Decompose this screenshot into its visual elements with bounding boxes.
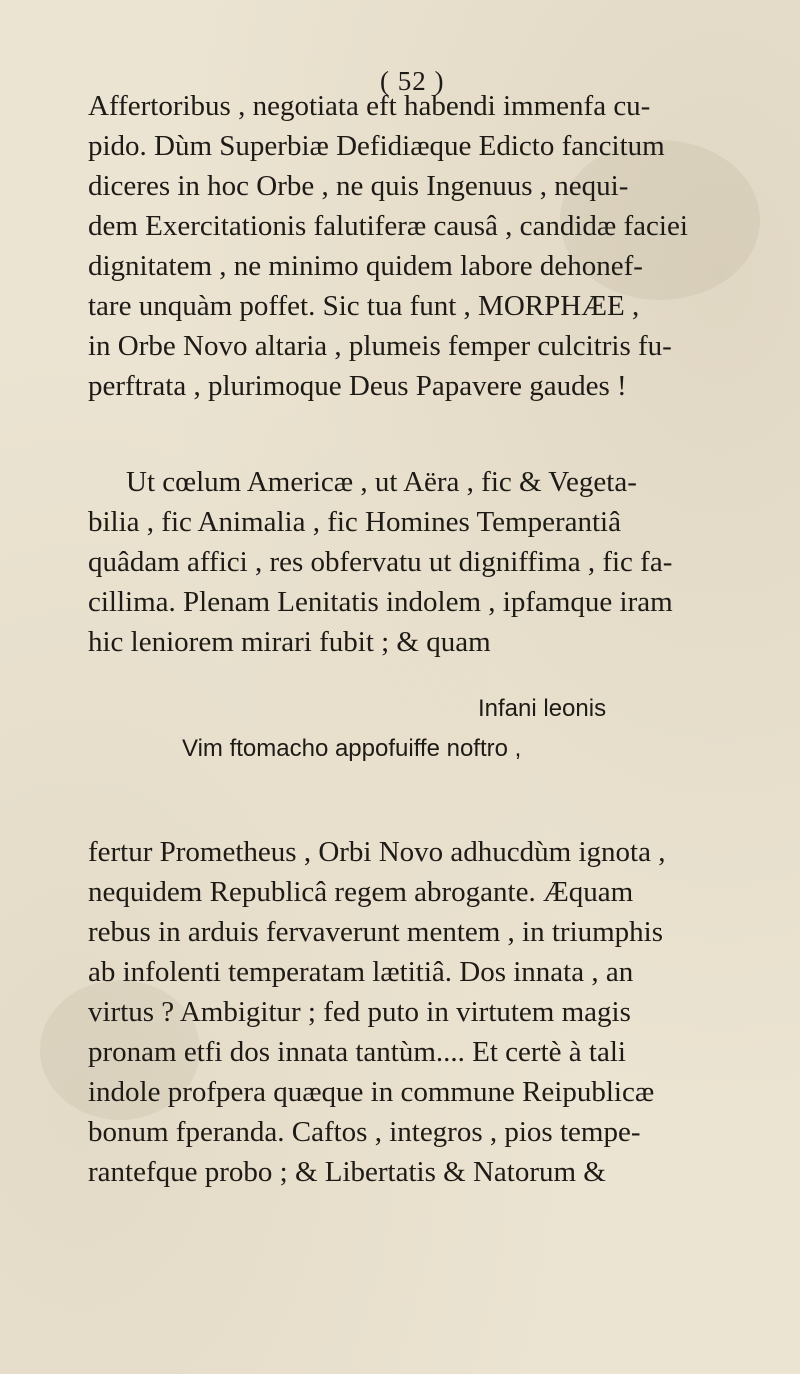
text-line: perftrata , plurimoque Deus Papavere gaudes ! (88, 370, 627, 402)
text-line: nequidem Republicâ regem abrogante. Æquam (88, 876, 634, 908)
text-line: hic leniorem mirari fubit ; & quam (88, 626, 491, 658)
text-line: virtus ? Ambigitur ; fed puto in virtutem magis (88, 996, 631, 1028)
text-line: bonum fperanda. Caftos , integros , pios tempe- (88, 1116, 641, 1148)
text-line: Affertoribus , negotiata eft habendi immenfa cu- (88, 90, 651, 122)
text-line: in Orbe Novo altaria , plumeis femper culcitris fu- (88, 330, 672, 362)
text-line: cillima. Plenam Lenitatis indolem , ipfamque iram (88, 586, 673, 618)
text-line: rebus in arduis fervaverunt mentem , in triumphis (88, 916, 664, 948)
text-line: indole profpera quæque in commune Reipublicæ (88, 1076, 655, 1108)
text-line: rantefque probo ; & Libertatis & Natorum & (88, 1156, 606, 1188)
verse-line: Infani leonis (478, 695, 607, 722)
text-line: Ut cœlum Americæ , ut Aëra , fic & Vegeta- (126, 466, 637, 498)
text-line: dignitatem , ne minimo quidem labore dehonef- (88, 250, 643, 282)
text-line: ab infolenti temperatam lætitiâ. Dos innata , an (88, 956, 634, 988)
text-line: diceres in hoc Orbe , ne quis Ingenuus , nequi- (88, 170, 629, 202)
text-line: pido. Dùm Superbiæ Defidiæque Edicto fancitum (88, 130, 665, 162)
text-line: fertur Prometheus , Orbi Novo adhucdùm ignota , (88, 836, 666, 868)
text-line: quâdam affici , res obfervatu ut digniffima , fic fa- (88, 546, 673, 578)
text-line: bilia , fic Animalia , fic Homines Temperantiâ (88, 506, 621, 538)
text-line: pronam etfi dos innata tantùm.... Et certè à tali (88, 1036, 626, 1068)
verse-line: Vim ftomacho appofuiffe noftro , (182, 735, 522, 762)
page-number: ( 52 ) (380, 66, 445, 96)
text-line: dem Exercitationis falutiferæ causâ , candidæ faciei (88, 210, 688, 242)
text-line: tare unquàm poffet. Sic tua funt , MORPHÆE , (88, 290, 640, 322)
